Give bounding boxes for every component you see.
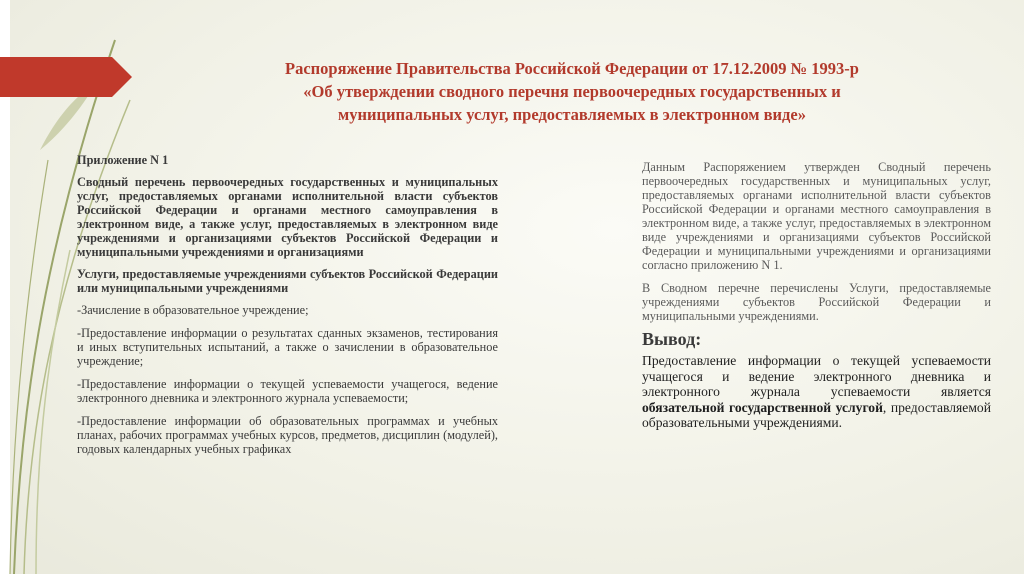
summary-text: Сводный перечень первоочередных государственных и муниципальных услуг, предоставляемых органами исполнительной власти субъектов Российской Федерации и органами местного самоуправления в электронном виде, а также услуг, предоставляемых в электронном виде учреждениями и организациями субъектов Российской Федерации и муниципальными учреждениями и организациями bbox=[77, 175, 498, 259]
title-line-2: «Об утверждении сводного перечня первоочередных государственных и bbox=[303, 82, 841, 101]
title-line-1: Распоряжение Правительства Российской Федерации от 17.12.2009 № 1993-р bbox=[285, 59, 859, 78]
appendix-label: Приложение N 1 bbox=[77, 153, 169, 167]
title-banner-arrow bbox=[0, 57, 132, 97]
conclusion-heading: Вывод: bbox=[642, 329, 702, 349]
right-column bbox=[642, 160, 991, 440]
deco-curve-4 bbox=[10, 160, 48, 574]
title-line-3: муниципальных услуг, предоставляемых в электронном виде» bbox=[338, 105, 806, 124]
list-item: -Предоставление информации об образовательных программах и учебных планах, рабочих программах учебных курсов, предметов, дисциплин (модулей), годовых календарных учебных графиках bbox=[77, 414, 498, 456]
list-item: -Зачисление в образовательное учреждение; bbox=[77, 303, 309, 317]
slide-title bbox=[222, 57, 922, 126]
conclusion-part-1: Предоставление информации о текущей успеваемости учащегося и ведение электронного дневника и электронного журнала успеваемости является bbox=[642, 353, 991, 399]
list-item: -Предоставление информации о текущей успеваемости учащегося, ведение электронного дневника и электронного журнала успеваемости; bbox=[77, 377, 498, 405]
left-column bbox=[77, 153, 498, 465]
right-paragraph-2: В Сводном перечне перечислены Услуги, предоставляемые учреждениями субъектов Российской Федерации и муниципальными учреждениями. bbox=[642, 281, 991, 323]
conclusion-bold: обязательной государственной услугой bbox=[642, 399, 883, 415]
conclusion-part-2: , предоставляемой образовательными учреждениями. bbox=[642, 399, 991, 430]
list-item: -Предоставление информации о результатах сданных экзаменов, тестирования и иных вступительных испытаний, а также о зачислении в образовательное учреждение; bbox=[77, 326, 498, 368]
services-heading: Услуги, предоставляемые учреждениями субъектов Российской Федерации или муниципальными учреждениями bbox=[77, 267, 498, 295]
deco-curve-3 bbox=[36, 250, 70, 574]
right-paragraph-1: Данным Распоряжением утвержден Сводный перечень первоочередных государственных и муниципальных услуг, предоставляемых органами исполнительной власти субъектов Российской Федерации и органами местного самоуправления в электронном виде, а также услуг, предоставляемых в электронном виде учреждениями и организациями субъектов Российской Федерации и муниципальными учреждениями и организациями согласно приложению N 1. bbox=[642, 160, 991, 272]
conclusion-text bbox=[642, 353, 991, 431]
